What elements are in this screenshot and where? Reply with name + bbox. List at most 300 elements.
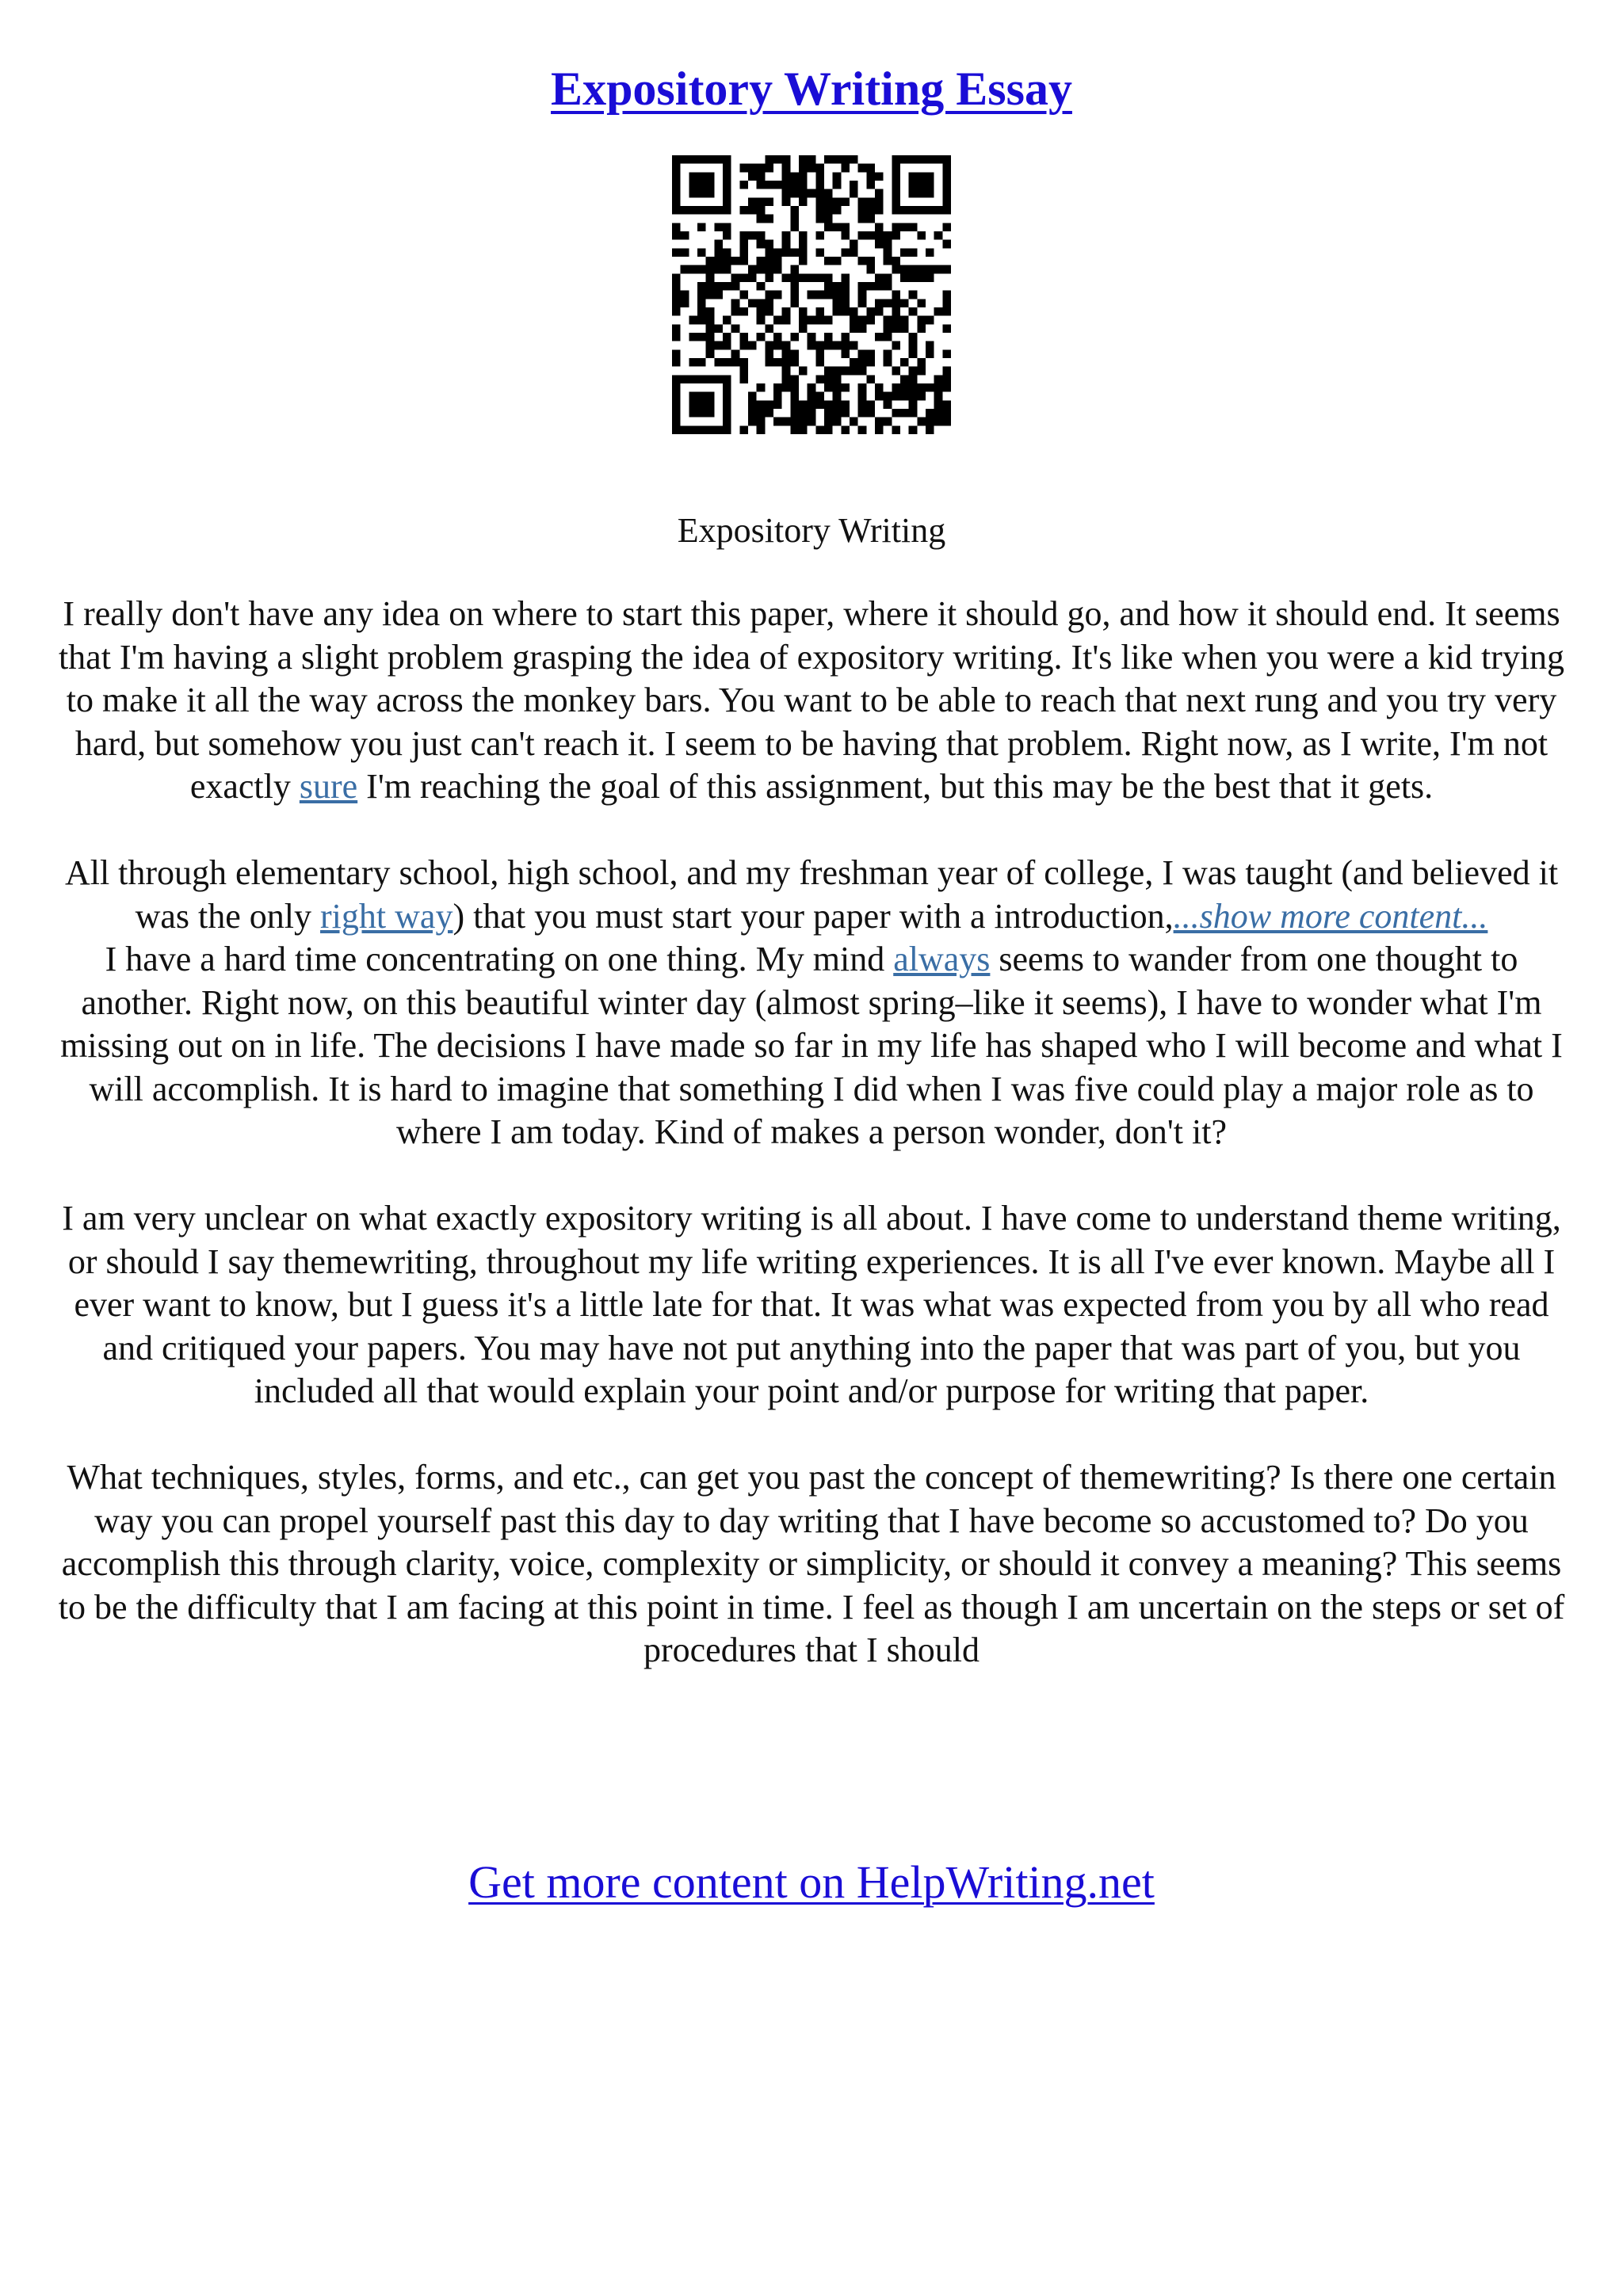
qr-module <box>942 409 951 418</box>
qr-module <box>900 273 909 282</box>
qr-module <box>884 316 892 325</box>
qr-module <box>799 418 808 426</box>
qr-module <box>672 358 681 367</box>
qr-module <box>858 282 867 291</box>
qr-module <box>833 257 842 265</box>
qr-module <box>697 265 706 274</box>
paragraph-5: What techniques, styles, forms, and etc., can get you past the concept of themewriting? Is there one certain way you can propel yourself past this day to day writing that I have become so accustomed to? Do you accomplish this through clarity, voice, complexity or simplicity, or should it convey a meaning? This seems to be the difficulty that I am facing at this point in time. I feel as though I am uncertain on the steps or set of procedures that I should <box>58 1458 1565 1669</box>
qr-module <box>697 248 706 257</box>
qr-module <box>892 367 900 376</box>
qr-module <box>782 231 791 240</box>
qr-module <box>934 265 943 274</box>
paragraph-1: I really don't have any idea on where to start this paper, where it should go, and how it should end. It seems that I'm having a slight problem grasping the idea of expository writing. It's like when you were a kid trying to make it all the way across the monkey bars. You want to be able to reach that next rung and you try very hard, but somehow you just can't reach it. I seem to be having that problem. Right now, as I write, I'm not exactly sure I'm reaching the goal of this assignment, but this may be the best that it gets. <box>58 594 1565 806</box>
qr-module <box>782 375 791 383</box>
qr-module <box>681 248 689 257</box>
qr-module <box>875 231 884 240</box>
qr-module <box>689 409 697 418</box>
qr-module <box>875 273 884 282</box>
qr-module <box>765 248 773 257</box>
qr-module <box>790 299 799 307</box>
qr-module <box>815 307 824 316</box>
qr-module <box>689 425 697 434</box>
qr-module <box>748 418 757 426</box>
qr-module <box>672 400 681 409</box>
qr-module <box>934 206 943 215</box>
qr-module <box>892 299 900 307</box>
qr-module <box>672 418 681 426</box>
link-right-way[interactable]: right way <box>320 896 453 936</box>
qr-module <box>866 215 875 223</box>
qr-module <box>815 273 824 282</box>
qr-module <box>942 349 951 358</box>
qr-module <box>841 273 850 282</box>
qr-module <box>926 341 934 350</box>
qr-module <box>909 172 918 181</box>
qr-module <box>757 240 766 249</box>
qr-module <box>833 375 842 383</box>
qr-module <box>790 282 799 291</box>
qr-module <box>866 164 875 173</box>
qr-module <box>672 273 681 282</box>
qr-module <box>672 164 681 173</box>
qr-module <box>934 155 943 164</box>
qr-module <box>697 392 706 401</box>
qr-module <box>799 240 808 249</box>
qr-module <box>926 349 934 358</box>
qr-module <box>833 291 842 299</box>
qr-module <box>900 265 909 274</box>
qr-module <box>799 273 808 282</box>
qr-module <box>833 392 842 401</box>
qr-module <box>815 164 824 173</box>
qr-module <box>909 425 918 434</box>
qr-module <box>850 418 858 426</box>
qr-module <box>850 240 858 249</box>
qr-module <box>672 425 681 434</box>
qr-module <box>765 257 773 265</box>
qr-module <box>739 375 748 383</box>
qr-module <box>824 418 833 426</box>
qr-module <box>917 392 926 401</box>
qr-module <box>858 358 867 367</box>
qr-module <box>815 248 824 257</box>
qr-module <box>790 349 799 358</box>
title-link[interactable]: Expository Writing Essay <box>551 63 1072 115</box>
qr-module <box>815 392 824 401</box>
qr-module <box>773 316 782 325</box>
qr-module <box>782 316 791 325</box>
qr-module <box>875 307 884 316</box>
qr-module <box>757 257 766 265</box>
qr-module <box>858 400 867 409</box>
qr-module <box>942 189 951 198</box>
qr-module <box>909 333 918 341</box>
qr-module <box>672 223 681 231</box>
qr-module <box>799 409 808 418</box>
qr-module <box>723 333 731 341</box>
qr-module <box>926 206 934 215</box>
qr-module <box>866 181 875 189</box>
qr-module <box>833 299 842 307</box>
qr-module <box>697 223 706 231</box>
qr-module <box>672 231 681 240</box>
qr-module <box>841 400 850 409</box>
qr-module <box>841 291 850 299</box>
show-more-content-link[interactable]: ...show more content... <box>1173 896 1488 936</box>
qr-module <box>866 231 875 240</box>
qr-module <box>748 265 757 274</box>
qr-module <box>815 215 824 223</box>
qr-module <box>757 307 766 316</box>
qr-module <box>782 240 791 249</box>
qr-module <box>926 155 934 164</box>
qr-module <box>866 307 875 316</box>
qr-module <box>765 307 773 316</box>
qr-module <box>723 257 731 265</box>
qr-module <box>833 367 842 376</box>
qr-module <box>892 172 900 181</box>
qr-module <box>757 425 766 434</box>
qr-module <box>697 316 706 325</box>
qr-module <box>917 367 926 376</box>
qr-module <box>739 231 748 240</box>
qr-module <box>706 341 715 350</box>
qr-module <box>731 307 740 316</box>
qr-module <box>917 181 926 189</box>
qr-module <box>934 375 943 383</box>
qr-module <box>773 400 782 409</box>
qr-module <box>917 172 926 181</box>
qr-module <box>824 400 833 409</box>
qr-module <box>799 324 808 333</box>
qr-module <box>757 333 766 341</box>
qr-module <box>723 181 731 189</box>
qr-module <box>815 172 824 181</box>
qr-module <box>866 257 875 265</box>
qr-module <box>773 265 782 274</box>
qr-module <box>697 400 706 409</box>
qr-module <box>858 257 867 265</box>
qr-module <box>757 299 766 307</box>
qr-module <box>850 181 858 189</box>
qr-module <box>706 189 715 198</box>
paragraph-2: All through elementary school, high school, and my freshman year of college, I was taught (and believed it was the only right way) that you must start your paper with a introduction,...show more content... <box>64 853 1559 936</box>
qr-module <box>765 341 773 350</box>
footer <box>0 1851 1623 1914</box>
qr-module <box>739 164 748 173</box>
qr-module <box>926 425 934 434</box>
qr-module <box>917 358 926 367</box>
qr-module <box>799 197 808 206</box>
qr-module <box>909 341 918 350</box>
qr-module <box>765 197 773 206</box>
qr-module <box>773 155 782 164</box>
qr-module <box>706 400 715 409</box>
qr-module <box>926 409 934 418</box>
qr-module <box>790 172 799 181</box>
qr-module <box>884 349 892 358</box>
qr-module <box>833 341 842 350</box>
qr-module <box>790 223 799 231</box>
qr-module <box>723 418 731 426</box>
qr-module <box>672 291 681 299</box>
qr-module <box>714 257 723 265</box>
qr-module <box>765 349 773 358</box>
qr-module <box>808 383 816 392</box>
qr-module <box>672 333 681 341</box>
qr-module <box>748 164 757 173</box>
get-more-content-link[interactable]: Get more content on HelpWriting.net <box>468 1856 1155 1908</box>
qr-module <box>850 155 858 164</box>
qr-module <box>850 316 858 325</box>
qr-module <box>833 155 842 164</box>
qr-module <box>697 425 706 434</box>
qr-module <box>808 273 816 282</box>
qr-module <box>723 358 731 367</box>
qr-module <box>723 425 731 434</box>
link-always[interactable]: always <box>893 940 991 978</box>
qr-module <box>790 181 799 189</box>
qr-module <box>748 299 757 307</box>
qr-module <box>689 189 697 198</box>
qr-module <box>748 231 757 240</box>
qr-module <box>773 333 782 341</box>
qr-module <box>824 155 833 164</box>
qr-module <box>672 324 681 333</box>
qr-module <box>909 189 918 198</box>
qr-module <box>909 248 918 257</box>
qr-module <box>909 392 918 401</box>
qr-module <box>841 282 850 291</box>
qr-module <box>875 197 884 206</box>
qr-module <box>723 282 731 291</box>
qr-module <box>866 197 875 206</box>
qr-module <box>858 383 867 392</box>
qr-module <box>942 400 951 409</box>
qr-module <box>790 418 799 426</box>
qr-module <box>900 358 909 367</box>
qr-module <box>833 383 842 392</box>
qr-module <box>672 282 681 291</box>
qr-module <box>900 299 909 307</box>
qr-module <box>824 291 833 299</box>
qr-module <box>773 358 782 367</box>
link-sure[interactable]: sure <box>299 767 358 806</box>
qr-module <box>757 316 766 325</box>
qr-module <box>808 164 816 173</box>
qr-module <box>833 418 842 426</box>
qr-module <box>739 206 748 215</box>
qr-module <box>672 172 681 181</box>
qr-module <box>757 164 766 173</box>
qr-module <box>723 248 731 257</box>
qr-module <box>884 240 892 249</box>
qr-module <box>815 291 824 299</box>
qr-module <box>884 231 892 240</box>
qr-module <box>909 409 918 418</box>
qr-module <box>697 155 706 164</box>
qr-module <box>672 375 681 383</box>
qr-module <box>739 273 748 282</box>
qr-module <box>875 392 884 401</box>
qr-module <box>942 223 951 231</box>
qr-module <box>723 231 731 240</box>
qr-module <box>808 341 816 350</box>
qr-module <box>841 164 850 173</box>
qr-module <box>833 181 842 189</box>
qr-module <box>815 358 824 367</box>
qr-module <box>790 409 799 418</box>
qr-module <box>697 181 706 189</box>
qr-module <box>765 358 773 367</box>
qr-module <box>866 349 875 358</box>
qr-module <box>942 206 951 215</box>
qr-module <box>841 299 850 307</box>
qr-module <box>815 400 824 409</box>
qr-module <box>815 316 824 325</box>
qr-module <box>824 197 833 206</box>
qr-module <box>866 316 875 325</box>
qr-module <box>723 400 731 409</box>
qr-module <box>900 248 909 257</box>
qr-module <box>917 383 926 392</box>
qr-module <box>875 418 884 426</box>
qr-module <box>790 215 799 223</box>
qr-module <box>714 341 723 350</box>
qr-module <box>858 206 867 215</box>
qr-module <box>875 282 884 291</box>
qr-module <box>841 155 850 164</box>
qr-module <box>681 299 689 307</box>
qr-module <box>689 400 697 409</box>
qr-module <box>866 282 875 291</box>
qr-module <box>790 333 799 341</box>
qr-module <box>681 231 689 240</box>
qr-module <box>723 223 731 231</box>
qr-module <box>875 240 884 249</box>
qr-module <box>723 172 731 181</box>
qr-module <box>731 299 740 307</box>
qr-module <box>866 375 875 383</box>
qr-module <box>799 231 808 240</box>
essay-body <box>48 593 1575 1715</box>
qr-module <box>731 257 740 265</box>
qr-module <box>942 197 951 206</box>
qr-module <box>672 206 681 215</box>
qr-module <box>815 341 824 350</box>
qr-module <box>909 181 918 189</box>
qr-module <box>765 265 773 274</box>
qr-module <box>672 383 681 392</box>
qr-module <box>850 307 858 316</box>
qr-module <box>697 282 706 291</box>
qr-module <box>892 231 900 240</box>
qr-module <box>689 375 697 383</box>
qr-module <box>942 307 951 316</box>
qr-module <box>850 248 858 257</box>
qr-module <box>815 375 824 383</box>
qr-module <box>714 375 723 383</box>
qr-module <box>833 172 842 181</box>
qr-module <box>790 248 799 257</box>
qr-module <box>808 316 816 325</box>
qr-module <box>824 215 833 223</box>
qr-module <box>875 223 884 231</box>
qr-module <box>782 181 791 189</box>
qr-module <box>681 155 689 164</box>
qr-module <box>815 349 824 358</box>
qr-module <box>782 248 791 257</box>
qr-module <box>799 172 808 181</box>
qr-module <box>917 299 926 307</box>
qr-module <box>706 257 715 265</box>
qr-module <box>689 181 697 189</box>
qr-module <box>884 282 892 291</box>
qr-module <box>858 425 867 434</box>
qr-module <box>697 409 706 418</box>
qr-module <box>900 383 909 392</box>
qr-module <box>799 248 808 257</box>
qr-module <box>824 383 833 392</box>
qr-module <box>850 189 858 198</box>
qr-module <box>739 333 748 341</box>
qr-module <box>790 273 799 282</box>
qr-module <box>841 409 850 418</box>
qr-module <box>926 265 934 274</box>
qr-module <box>884 273 892 282</box>
qr-module <box>917 316 926 325</box>
qr-module <box>782 273 791 282</box>
qr-module <box>757 215 766 223</box>
qr-module <box>672 392 681 401</box>
qr-module <box>824 425 833 434</box>
qr-module <box>790 425 799 434</box>
qr-module <box>706 181 715 189</box>
qr-module <box>782 358 791 367</box>
qr-module <box>833 197 842 206</box>
qr-module <box>731 358 740 367</box>
qr-module <box>790 206 799 215</box>
qr-module <box>909 265 918 274</box>
qr-module <box>808 155 816 164</box>
qr-module <box>850 341 858 350</box>
qr-module <box>689 358 697 367</box>
qr-module <box>909 206 918 215</box>
qr-module <box>706 333 715 341</box>
qr-module <box>689 392 697 401</box>
qr-module <box>884 324 892 333</box>
qr-module <box>672 248 681 257</box>
qr-module <box>748 400 757 409</box>
qr-module <box>672 409 681 418</box>
qr-module <box>731 324 740 333</box>
qr-module <box>900 409 909 418</box>
qr-module <box>841 349 850 358</box>
qr-module <box>765 324 773 333</box>
qr-module <box>942 164 951 173</box>
qr-module <box>681 265 689 274</box>
qr-module <box>681 425 689 434</box>
qr-module <box>841 383 850 392</box>
qr-module <box>739 367 748 376</box>
qr-module <box>892 155 900 164</box>
qr-module <box>748 392 757 401</box>
qr-module <box>841 367 850 376</box>
qr-module <box>739 291 748 299</box>
qr-module <box>858 299 867 307</box>
qr-module <box>909 291 918 299</box>
qr-module <box>934 400 943 409</box>
